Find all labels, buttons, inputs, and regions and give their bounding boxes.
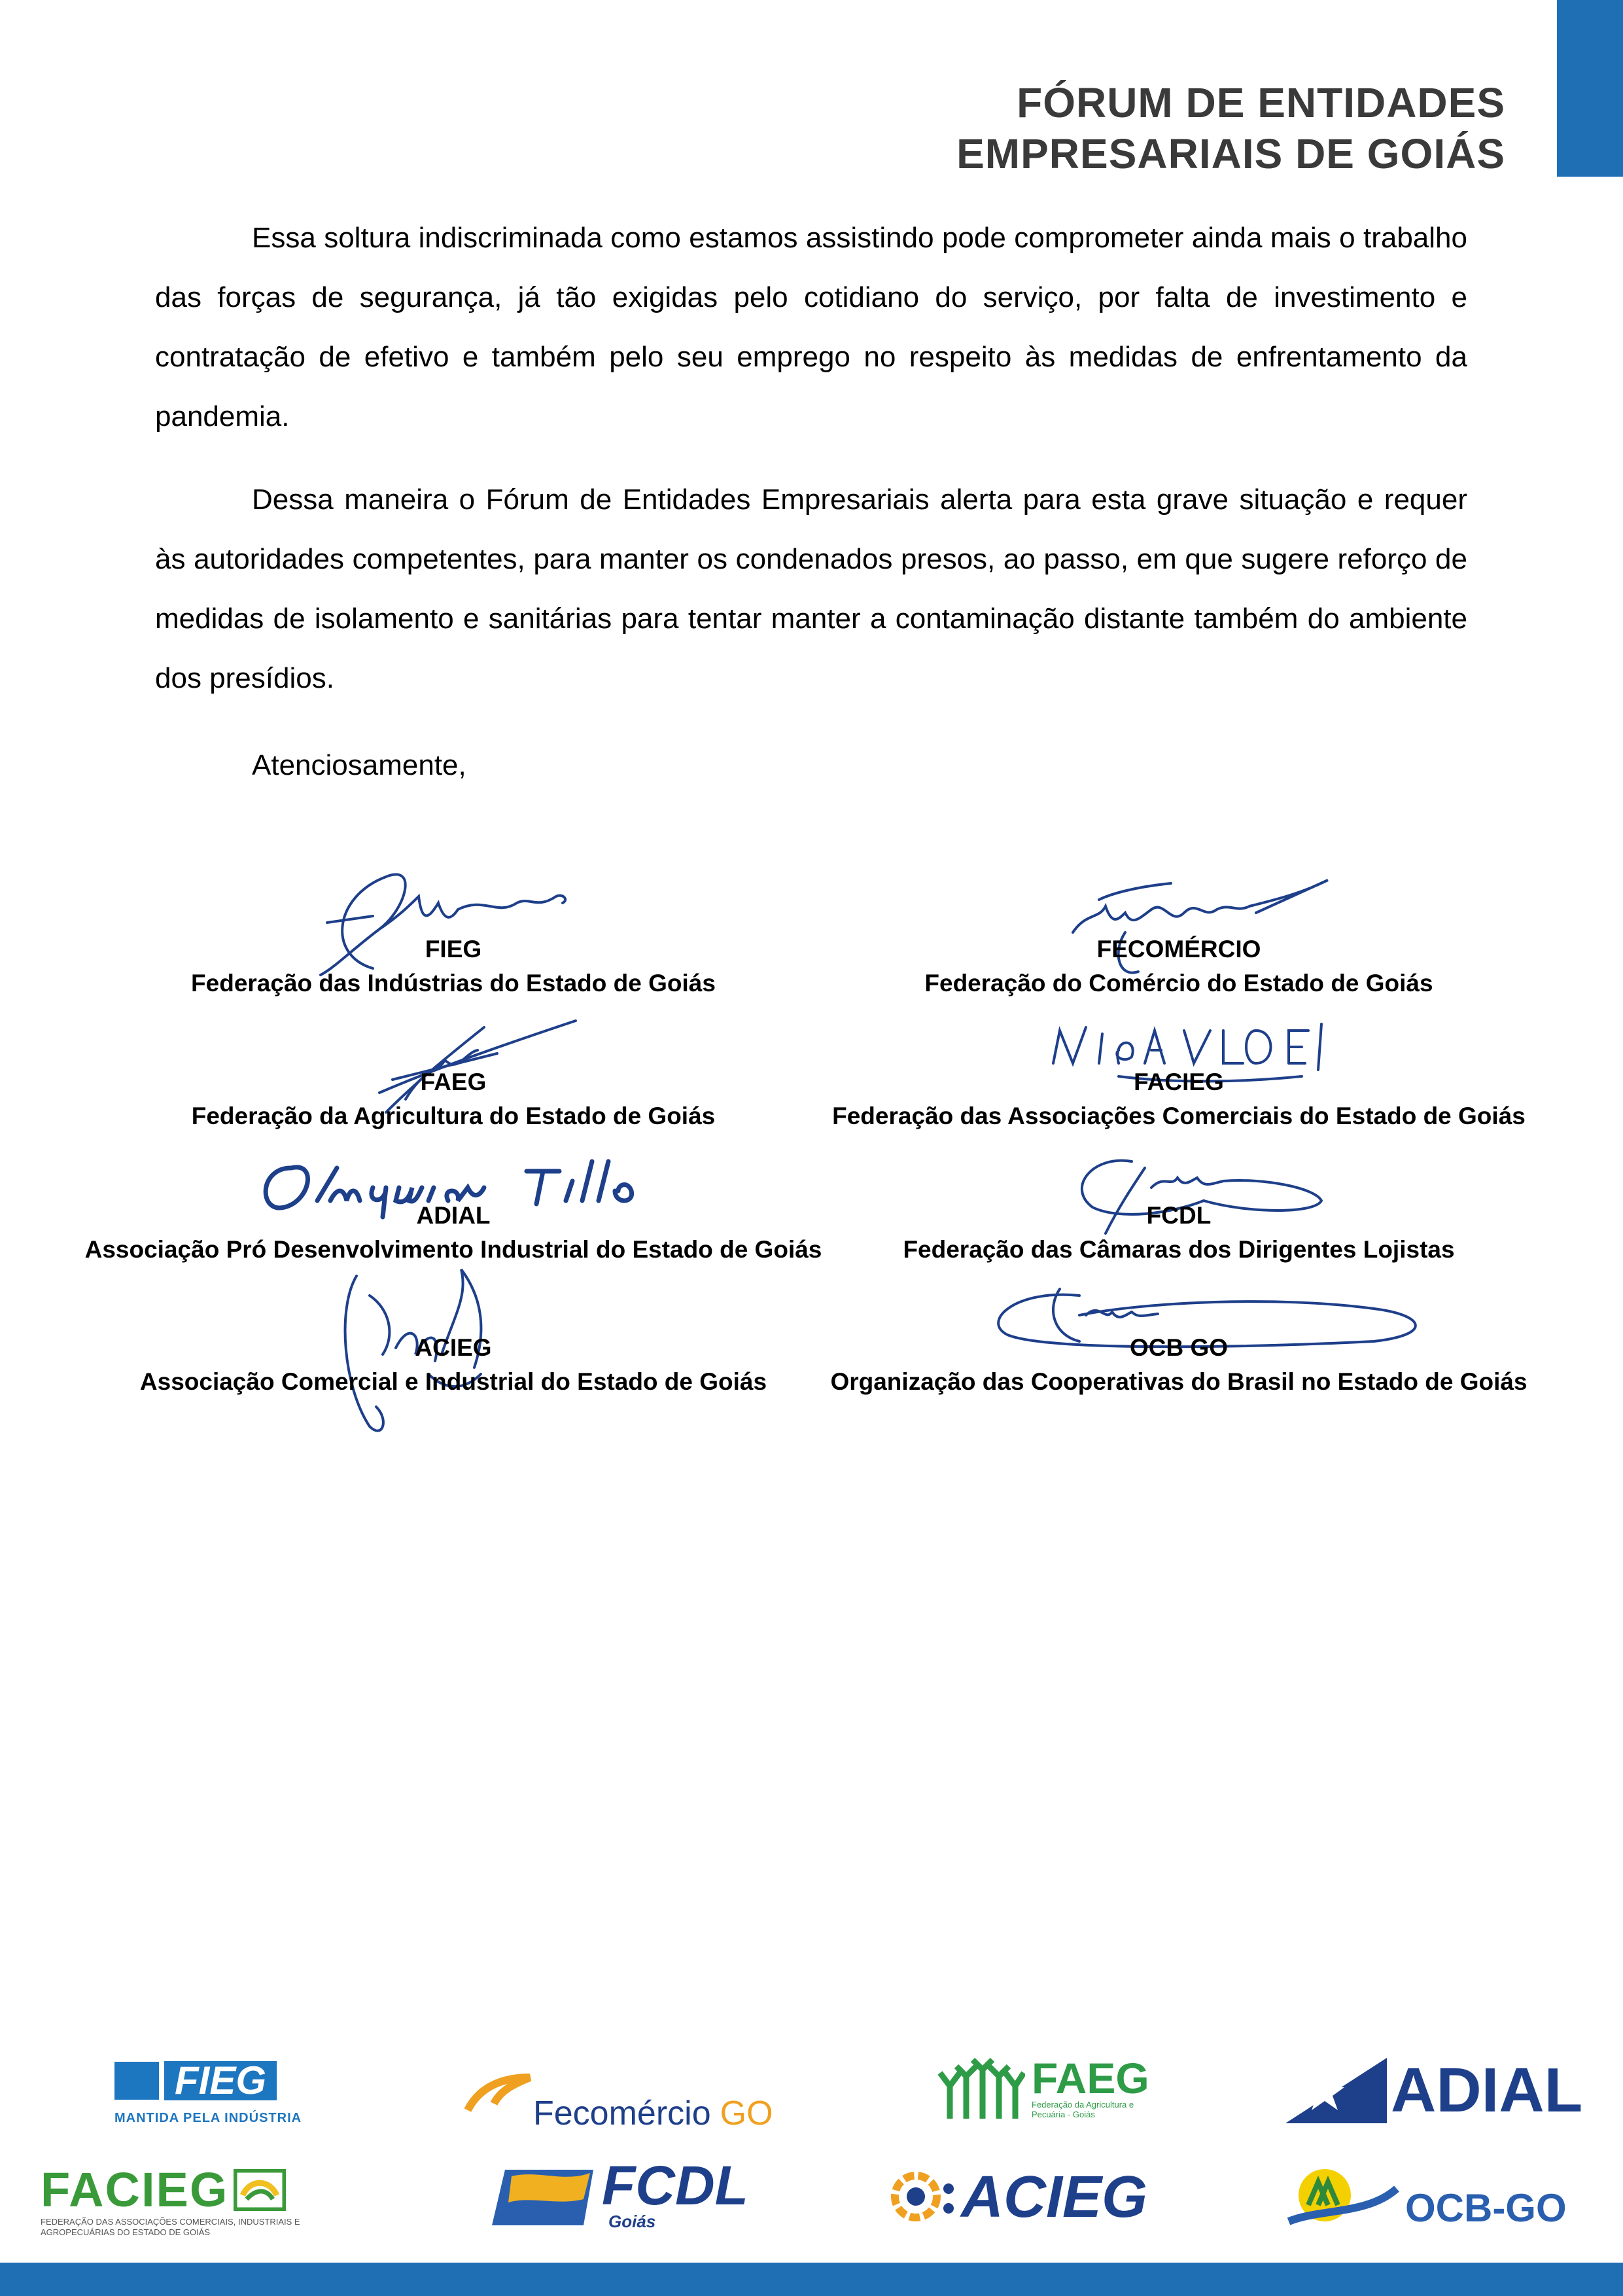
- fieg-tagline: MANTIDA PELA INDÚSTRIA: [114, 2111, 302, 2125]
- signatory-acronym: FACIEG: [1134, 1069, 1224, 1095]
- fieg-logo: [114, 2058, 302, 2126]
- footer-accent-bar: [0, 2263, 1623, 2296]
- ocbgo-emblem-icon: [1282, 2163, 1400, 2234]
- fecomercio-logo: [461, 2055, 773, 2133]
- ocbgo-logo: [1282, 2163, 1567, 2234]
- paragraph: Dessa maneira o Fórum de Entidades Empresariais alerta para esta grave situação e requer às autoridades competentes, para manter os condenados presos, ao passo, em que sugere reforço de medidas de isolamento e sanitárias para tentar manter a contaminação distante também do ambiente dos presídios.: [155, 484, 1467, 694]
- adial-logo-text: ADIAL: [1391, 2055, 1583, 2125]
- adial-star-icon: [1285, 2058, 1387, 2123]
- letter-body: [155, 208, 1467, 732]
- closing-salutation: Atenciosamente,: [252, 749, 466, 781]
- facieg-tagline: FEDERAÇÃO DAS ASSOCIAÇÕES COMERCIAIS, INDUSTRIAIS E AGROPECUÁRIAS DO ESTADO DE GOIÁS: [41, 2217, 300, 2237]
- fcdl-logo-text: FCDL: [602, 2155, 748, 2216]
- acieg-gear-icon: [883, 2163, 958, 2231]
- header-accent-bar: [1557, 0, 1623, 177]
- signatory-name: Organização das Cooperativas do Brasil no Estado de Goiás: [830, 1368, 1527, 1395]
- signatory-faeg: [61, 1065, 846, 1133]
- signatory-acieg: [61, 1331, 846, 1399]
- fecomercio-logo-text: Fecomércio: [533, 2094, 711, 2132]
- fcdl-logo-suffix: Goiás: [608, 2212, 656, 2231]
- signatory-name: Federação das Associações Comerciais do Estado de Goiás: [832, 1103, 1526, 1129]
- signatory-acronym: ADIAL: [416, 1202, 491, 1229]
- signatory-acronym: FECOMÉRCIO: [1096, 936, 1261, 963]
- forum-title-line-2: EMPRESARIAIS DE GOIÁS: [956, 130, 1505, 177]
- signatory-acronym: ACIEG: [415, 1334, 492, 1361]
- facieg-logo: [41, 2163, 355, 2238]
- faeg-leaf-icon: [937, 2053, 1025, 2122]
- ocbgo-logo-text: OCB-GO: [1405, 2186, 1567, 2230]
- signatory-acronym: FCDL: [1146, 1202, 1212, 1229]
- fcdl-flag-icon: [492, 2163, 597, 2229]
- fieg-logo-text: FIEG: [164, 2061, 277, 2100]
- footer-logos: [0, 2041, 1623, 2257]
- acieg-logo: [883, 2163, 1147, 2231]
- forum-title: [956, 77, 1505, 179]
- signatory-name: Federação da Agricultura do Estado de Goiás: [191, 1103, 716, 1129]
- facieg-logo-text: FACIEG: [41, 2163, 229, 2217]
- signatory-fecomercio: [786, 932, 1571, 1000]
- signatory-acronym: FAEG: [420, 1069, 487, 1095]
- adial-logo: [1285, 2055, 1583, 2125]
- signatory-fieg: [61, 932, 846, 1000]
- signatory-name: Federação das Câmaras dos Dirigentes Lojistas: [903, 1236, 1455, 1263]
- signatory-name: Federação do Comércio do Estado de Goiás: [924, 970, 1433, 997]
- signatory-ocbgo: [786, 1331, 1571, 1399]
- facieg-emblem-icon: [234, 2169, 286, 2211]
- faeg-logo-text: FAEG: [1032, 2053, 1149, 2102]
- signatory-adial: [61, 1199, 846, 1267]
- fcdl-logo: [492, 2155, 748, 2232]
- signatory-acronym: FIEG: [425, 936, 482, 963]
- signatory-acronym: OCB GO: [1129, 1334, 1229, 1361]
- faeg-logo: [937, 2053, 1149, 2122]
- fecomercio-logo-suffix: GO: [720, 2094, 773, 2132]
- forum-title-line-1: FÓRUM DE ENTIDADES: [1017, 79, 1505, 126]
- paragraph: Essa soltura indiscriminada como estamos assistindo pode comprometer ainda mais o trabalho das forças de segurança, já tão exigidas pelo cotidiano do serviço, por falta de investimento e contratação de efetivo e também pelo seu emprego no respeito às medidas de enfrentamento da pandemia.: [155, 222, 1467, 433]
- signatory-facieg: [786, 1065, 1571, 1133]
- signatory-name: Federação das Indústrias do Estado de Goiás: [191, 970, 716, 997]
- fecomercio-swoosh-icon: [461, 2071, 533, 2117]
- signatory-fcdl: [786, 1199, 1571, 1267]
- signatory-name: Associação Comercial e Industrial do Estado de Goiás: [139, 1368, 767, 1395]
- signatory-name: Associação Pró Desenvolvimento Industrial do Estado de Goiás: [84, 1236, 822, 1263]
- faeg-tagline: Federação da Agricultura e Pecuária - Goiás: [1032, 2099, 1134, 2119]
- acieg-logo-text: ACIEG: [961, 2164, 1148, 2230]
